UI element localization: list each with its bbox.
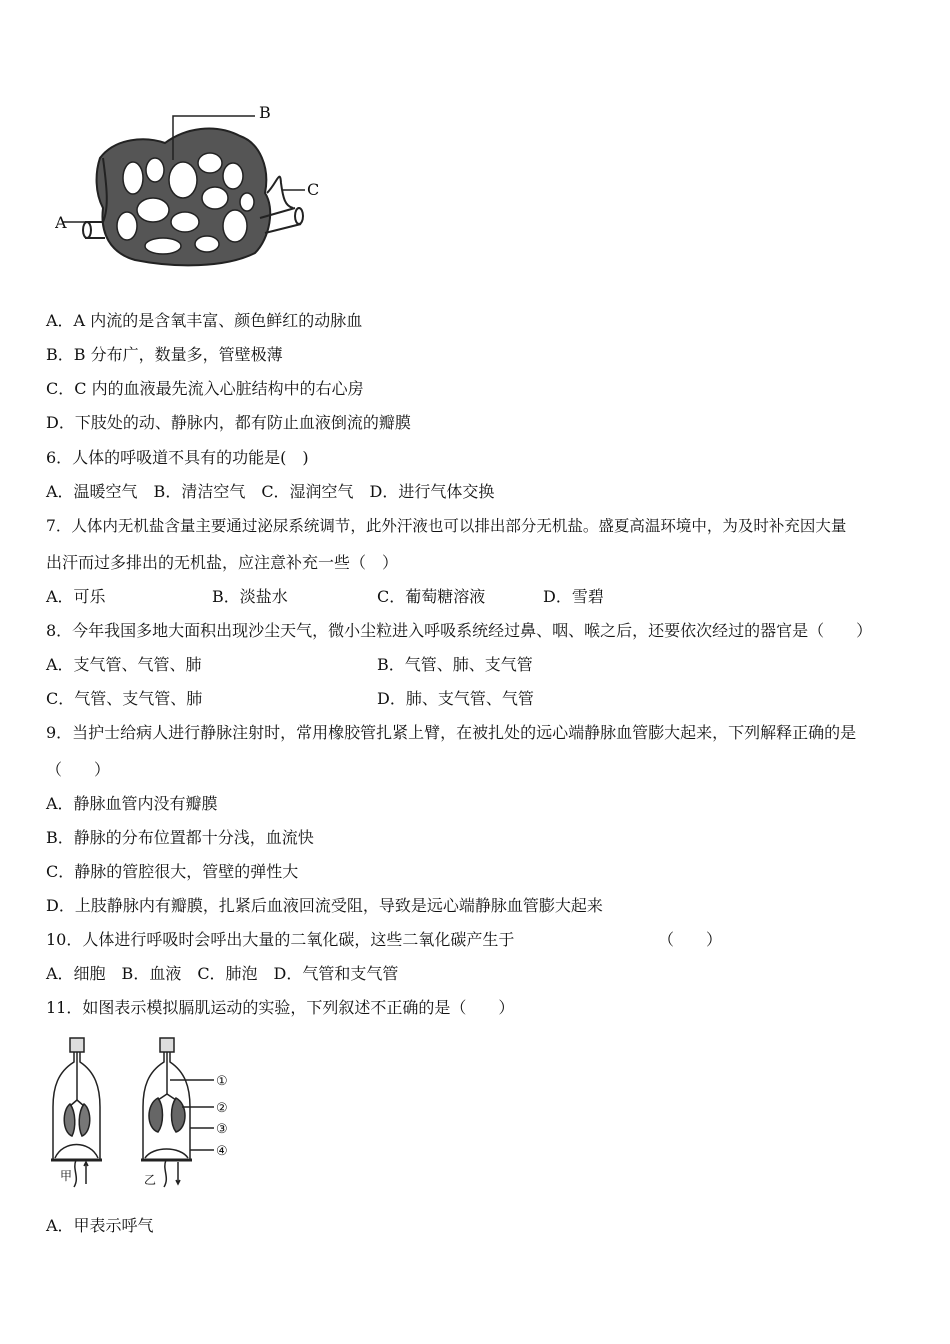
q10-bracket: （ ） xyxy=(658,930,723,949)
q7-stem-line2: 出汗而过多排出的无机盐，应注意补充一些（ ） xyxy=(46,553,399,572)
label-c: C xyxy=(307,180,320,199)
q9-option-d: D．上肢静脉内有瓣膜，扎紧后血液回流受阻，导致是远心端静脉血管膨大起来 xyxy=(46,896,603,915)
q7-stem-line1: 7．人体内无机盐含量主要通过泌尿系统调节，此外汗液也可以排出部分无机盐。盛夏高温环境中，为及时补充因大量 xyxy=(46,517,847,535)
q6-options: A．温暖空气 B．清洁空气 C．湿润空气 D．进行气体交换 xyxy=(46,482,495,501)
marker-1: ① xyxy=(216,1074,228,1089)
marker-4: ④ xyxy=(216,1144,228,1159)
capillary-diagram xyxy=(63,116,305,265)
q5-option-b: B．B 分布广，数量多，管壁极薄 xyxy=(46,345,283,364)
q7-option-c: C．葡萄糖溶液 xyxy=(377,587,486,606)
q8-stem: 8．今年我国多地大面积出现沙尘天气，微小尘粒进入呼吸系统经过鼻、咽、喉之后，还要依次经过的器官是（ ） xyxy=(46,621,873,640)
q9-option-a: A．静脉血管内没有瓣膜 xyxy=(46,794,218,813)
q6-stem: 6．人体的呼吸道不具有的功能是( ) xyxy=(46,448,309,467)
q9-stem-line2: （ ） xyxy=(46,760,111,779)
q5-option-a: A．A 内流的是含氧丰富、颜色鲜红的动脉血 xyxy=(46,311,363,330)
q8-option-b: B．气管、肺、支气管 xyxy=(377,655,533,674)
q5-option-d: D．下肢处的动、静脉内，都有防止血液倒流的瓣膜 xyxy=(46,413,411,432)
marker-2: ② xyxy=(216,1101,228,1116)
label-b: B xyxy=(259,103,271,122)
q8-option-d: D．肺、支气管、气管 xyxy=(377,689,534,708)
q5-option-c: C．C 内的血液最先流入心脏结构中的右心房 xyxy=(46,379,364,398)
q11-stem: 11．如图表示模拟膈肌运动的实验，下列叙述不正确的是（ ） xyxy=(46,998,515,1017)
bell-jar-figure xyxy=(48,1032,248,1192)
q7-option-b: B．淡盐水 xyxy=(212,587,288,606)
capillary-network-figure xyxy=(55,98,330,278)
q10-options: A．细胞 B．血液 C．肺泡 D．气管和支气管 xyxy=(46,964,399,983)
q7-option-d: D．雪碧 xyxy=(543,587,604,606)
q11-option-a: A．甲表示呼气 xyxy=(46,1216,154,1235)
marker-3: ③ xyxy=(216,1122,228,1137)
label-jia: 甲 xyxy=(60,1169,73,1183)
q7-option-a: A．可乐 xyxy=(46,587,106,606)
q10-stem: 10．人体进行呼吸时会呼出大量的二氧化碳，这些二氧化碳产生于 xyxy=(46,930,515,949)
label-yi: 乙 xyxy=(144,1173,157,1187)
bell-jar-jia xyxy=(51,1038,102,1187)
bell-jar-yi xyxy=(141,1038,214,1187)
q8-option-c: C．气管、支气管、肺 xyxy=(46,689,203,708)
q8-option-a: A．支气管、气管、肺 xyxy=(46,655,202,674)
q9-option-c: C．静脉的管腔很大，管壁的弹性大 xyxy=(46,862,299,881)
q9-option-b: B．静脉的分布位置都十分浅，血流快 xyxy=(46,828,314,847)
label-a: A xyxy=(55,213,67,232)
q9-stem-line1: 9．当护士给病人进行静脉注射时，常用橡胶管扎紧上臂，在被扎处的远心端静脉血管膨大起来，下列解释正确的是 xyxy=(46,723,857,742)
